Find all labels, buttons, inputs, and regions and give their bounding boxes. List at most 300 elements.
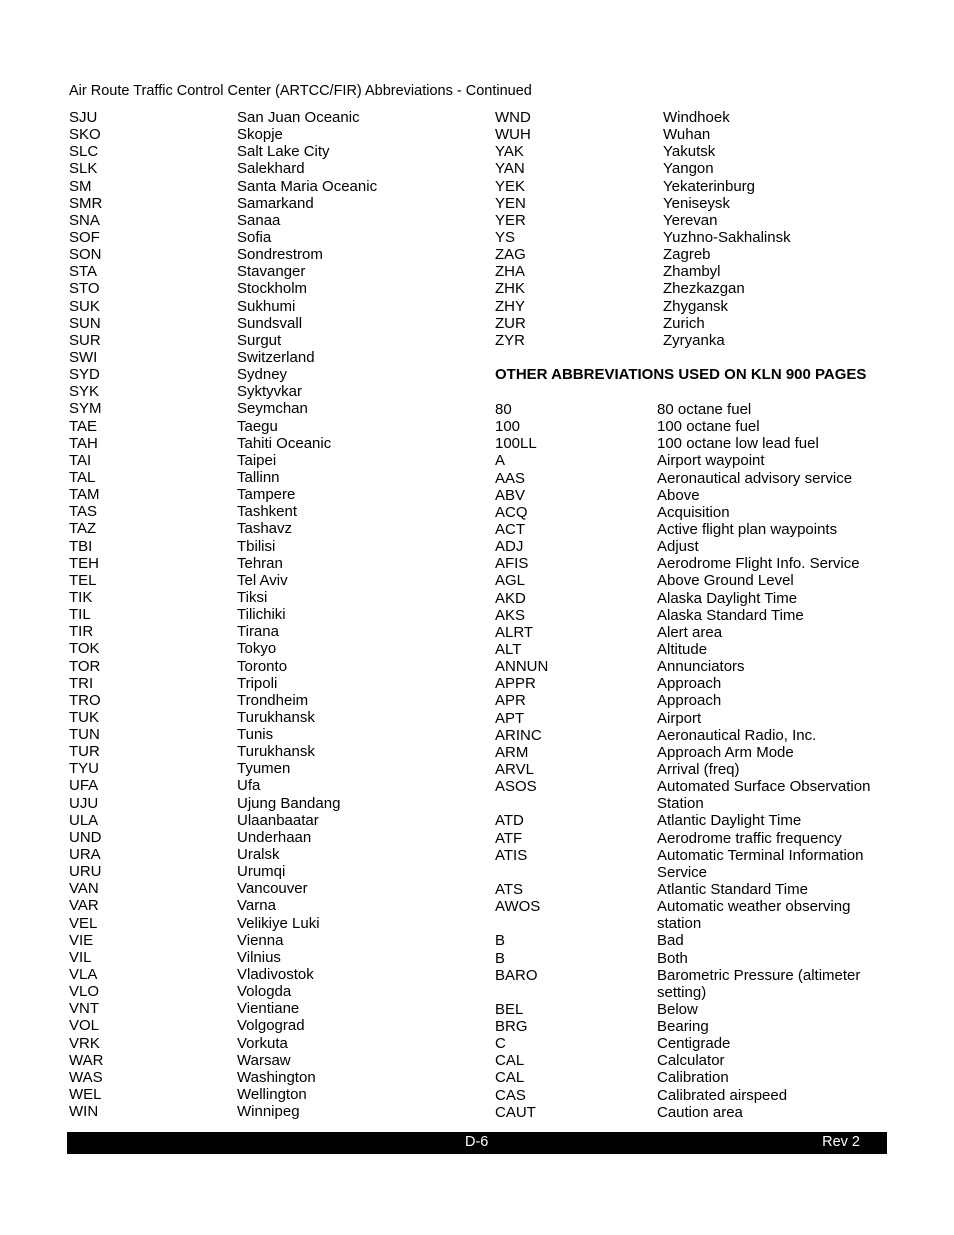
list-item (69, 863, 469, 880)
list-item (495, 795, 915, 812)
list-item (495, 984, 915, 1001)
list-item (69, 846, 469, 863)
abbreviation: TUK (69, 708, 99, 726)
abbreviation: VAR (69, 897, 99, 915)
meaning: Vologda (237, 983, 292, 1001)
abbreviation: TAE (69, 417, 98, 435)
meaning: Taipei (237, 451, 277, 469)
abbreviation: ATIS (495, 846, 528, 864)
meaning: Urumqi (237, 863, 286, 881)
list-item (69, 829, 469, 846)
page-footer (67, 1132, 887, 1154)
meaning: Alaska Daylight Time (657, 589, 798, 607)
abbreviation: TIL (69, 606, 91, 624)
list-item (69, 246, 469, 263)
abbreviation: TUN (69, 726, 100, 744)
meaning: Yekaterinburg (663, 177, 756, 195)
meaning: Yuzhno-Sakhalinsk (663, 228, 791, 246)
list-item (69, 726, 469, 743)
meaning: Automatic weather observing (657, 898, 851, 916)
meaning: Sofia (237, 228, 272, 246)
abbreviation: WIN (69, 1103, 99, 1121)
abbreviation: SLC (69, 143, 99, 161)
list-item (69, 949, 469, 966)
list-item (495, 607, 915, 624)
meaning: Turukhansk (237, 708, 315, 726)
list-item (69, 692, 469, 709)
list-item (495, 521, 915, 538)
list-item (495, 675, 915, 692)
list-item (495, 452, 915, 469)
abbreviation: SUK (69, 297, 100, 315)
meaning: Tbilisi (237, 537, 276, 555)
abbreviation: UFA (69, 777, 99, 795)
abbreviation: SM (69, 177, 92, 195)
abbreviation: ZHA (495, 263, 525, 281)
meaning: Taegu (237, 417, 278, 435)
abbreviation: B (495, 932, 506, 950)
abbreviation: 80 (495, 401, 512, 418)
list-item (495, 624, 915, 641)
list-item (495, 710, 915, 727)
meaning: Tahiti Oceanic (237, 434, 332, 452)
meaning: Yerevan (663, 211, 718, 229)
meaning: setting) (657, 983, 707, 1001)
meaning: Wellington (237, 1086, 307, 1104)
abbreviation: AKS (495, 606, 526, 624)
meaning: Atlantic Standard Time (657, 880, 808, 898)
list-item (495, 263, 915, 280)
list-item (69, 812, 469, 829)
abbreviation: VOL (69, 1017, 100, 1035)
abbreviation: VEL (69, 914, 98, 932)
list-item (69, 349, 469, 366)
meaning: Arrival (freq) (657, 760, 740, 778)
list-item (495, 898, 915, 915)
meaning: Skopje (237, 126, 283, 144)
abbreviation: WUH (495, 126, 531, 144)
meaning: Tripoli (237, 674, 278, 692)
meaning: Bearing (657, 1018, 709, 1036)
meaning: Salt Lake City (237, 143, 330, 161)
meaning: Approach Arm Mode (657, 743, 794, 761)
list-item (69, 366, 469, 383)
meaning: San Juan Oceanic (237, 109, 360, 126)
abbreviation: TIR (69, 623, 94, 641)
meaning: Ulaanbaatar (237, 811, 319, 829)
list-item (495, 932, 915, 949)
meaning: Airport (657, 709, 702, 727)
meaning: Sundsvall (237, 314, 303, 332)
list-item (69, 229, 469, 246)
meaning: Turukhansk (237, 743, 315, 761)
list-item (69, 983, 469, 1000)
abbreviation: ZAG (495, 246, 526, 264)
meaning: Winnipeg (237, 1103, 300, 1121)
meaning: Aerodrome Flight Info. Service (657, 555, 860, 573)
meaning: Approach (657, 675, 722, 693)
list-item (495, 915, 915, 932)
abbreviation: ZHY (495, 297, 525, 315)
abbreviation: STA (69, 263, 98, 281)
abbreviation: TAZ (69, 520, 97, 538)
abbreviation: YEK (495, 177, 526, 195)
abbreviation: UND (69, 828, 102, 846)
abbreviation: VAN (69, 880, 99, 898)
meaning: Samarkand (237, 194, 314, 212)
abbreviation: SUR (69, 331, 101, 349)
abbreviation: WEL (69, 1086, 102, 1104)
meaning: Volgograd (237, 1017, 305, 1035)
list-item (69, 572, 469, 589)
meaning: Annunciators (657, 658, 745, 676)
abbreviation: SYM (69, 400, 102, 418)
abbreviation: SLK (69, 160, 98, 178)
list-item (495, 435, 915, 452)
meaning: Tilichiki (237, 606, 286, 624)
abbreviation: YAN (495, 160, 525, 178)
page-number: D-6 (465, 1134, 489, 1150)
meaning: Barometric Pressure (altimeter (657, 966, 861, 984)
meaning: Altitude (657, 640, 708, 658)
list-item (495, 332, 915, 349)
abbreviation: 100 (495, 418, 521, 436)
abbreviation: ARINC (495, 726, 542, 744)
abbreviation: ACT (495, 520, 525, 538)
list-item (495, 847, 915, 864)
list-item (69, 298, 469, 315)
meaning: Tirana (237, 623, 279, 641)
meaning: Zhezkazgan (663, 280, 745, 298)
list-item (69, 640, 469, 657)
list-item (495, 555, 915, 572)
meaning: Tokyo (237, 640, 277, 658)
abbreviation: TRO (69, 691, 101, 709)
meaning: Washington (237, 1068, 316, 1086)
meaning: Airport waypoint (657, 452, 765, 470)
abbreviation: B (495, 949, 506, 967)
meaning: Tashkent (237, 503, 298, 521)
meaning: Both (657, 949, 688, 967)
abbreviation: YS (495, 228, 516, 246)
meaning: Calibration (657, 1069, 729, 1087)
abbreviation: SJU (69, 109, 98, 126)
abbreviation: WAR (69, 1051, 104, 1069)
abbreviation: ATF (495, 829, 523, 847)
list-item (69, 1035, 469, 1052)
list-item (69, 795, 469, 812)
meaning: Automated Surface Observation (657, 778, 871, 796)
meaning: Vilnius (237, 948, 281, 966)
abbreviation: SUN (69, 314, 101, 332)
meaning: Alert area (657, 623, 723, 641)
list-item (495, 778, 915, 795)
abbreviation: ACQ (495, 503, 528, 521)
list-item (69, 520, 469, 537)
meaning: Above Ground Level (657, 572, 794, 590)
list-item (495, 229, 915, 246)
abbreviation: ANNUN (495, 658, 549, 676)
abbreviation: CAL (495, 1069, 525, 1087)
list-item (495, 1069, 915, 1086)
abbreviation: ALT (495, 640, 522, 658)
abbreviation: VIE (69, 931, 94, 949)
list-item (69, 435, 469, 452)
abbreviation: CAUT (495, 1103, 536, 1121)
list-item (69, 1086, 469, 1103)
list-item (69, 623, 469, 640)
list-item (69, 1000, 469, 1017)
abbreviation: YAK (495, 143, 524, 161)
list-item (495, 1087, 915, 1104)
list-item (495, 864, 915, 881)
abbreviation: YER (495, 211, 526, 229)
abbreviation: TRI (69, 674, 94, 692)
list-item (69, 606, 469, 623)
list-item (495, 109, 915, 126)
meaning: Vientiane (237, 1000, 300, 1018)
list-item (495, 298, 915, 315)
list-item (69, 195, 469, 212)
list-item (69, 538, 469, 555)
meaning: Calibrated airspeed (657, 1086, 788, 1104)
abbreviation: AGL (495, 572, 526, 590)
abbreviation: TEL (69, 571, 97, 589)
list-item (495, 692, 915, 709)
abbreviation: TYU (69, 760, 99, 778)
abbreviation: TAL (69, 468, 96, 486)
list-item (495, 1104, 915, 1121)
meaning: Active flight plan waypoints (657, 520, 838, 538)
meaning: Toronto (237, 657, 288, 675)
list-item (495, 1035, 915, 1052)
abbreviation: ZHK (495, 280, 525, 298)
meaning: Below (657, 1000, 698, 1018)
abbreviation: 100LL (495, 435, 537, 453)
abbreviation: VNT (69, 1000, 99, 1018)
abbreviation: TIK (69, 588, 93, 606)
meaning: Above (657, 486, 700, 504)
meaning: Atlantic Daylight Time (657, 812, 802, 830)
meaning: Yangon (663, 160, 714, 178)
list-item (69, 263, 469, 280)
abbreviation: TAS (69, 503, 98, 521)
meaning: 100 octane low lead fuel (657, 435, 819, 453)
list-item (495, 280, 915, 297)
meaning: Station (657, 795, 704, 813)
abbreviation: TEH (69, 554, 99, 572)
list-item (495, 195, 915, 212)
list-item (495, 487, 915, 504)
page-header: Air Route Traffic Control Center (ARTCC/FIR) Abbreviations - Continued (69, 83, 532, 99)
meaning: Tallinn (237, 468, 280, 486)
list-item (69, 675, 469, 692)
list-item (495, 812, 915, 829)
list-item (69, 212, 469, 229)
abbreviation: VIL (69, 948, 92, 966)
list-item (495, 504, 915, 521)
list-item (495, 246, 915, 263)
list-item (69, 555, 469, 572)
list-item (495, 881, 915, 898)
abbreviation: A (495, 452, 506, 470)
meaning: Stockholm (237, 280, 308, 298)
meaning: Santa Maria Oceanic (237, 177, 378, 195)
list-item (495, 590, 915, 607)
abbreviation: CAL (495, 1052, 525, 1070)
abbreviation: VLO (69, 983, 100, 1001)
meaning: Aeronautical Radio, Inc. (657, 726, 817, 744)
abbreviation: AKD (495, 589, 526, 607)
abbreviation: UJU (69, 794, 99, 812)
abbreviation: AFIS (495, 555, 529, 573)
abbreviation: URU (69, 863, 102, 881)
abbreviation: AAS (495, 469, 526, 487)
meaning: Tyumen (237, 760, 291, 778)
list-item (69, 777, 469, 794)
list-item (69, 1103, 469, 1120)
meaning: Alaska Standard Time (657, 606, 804, 624)
meaning: Switzerland (237, 348, 315, 366)
meaning: Zyryanka (663, 331, 725, 349)
list-item (69, 966, 469, 983)
abbreviation: SYD (69, 366, 100, 384)
meaning: Yakutsk (663, 143, 716, 161)
meaning: Sondrestrom (237, 246, 323, 264)
section-title: OTHER ABBREVIATIONS USED ON KLN 900 PAGES (495, 366, 867, 383)
list-item (69, 932, 469, 949)
abbreviation: BARO (495, 966, 538, 984)
list-item (69, 1017, 469, 1034)
abbreviation: ALRT (495, 623, 534, 641)
list-item (69, 383, 469, 400)
list-item (69, 1069, 469, 1086)
abbreviation: ADJ (495, 538, 524, 556)
abbreviation: ULA (69, 811, 99, 829)
abbreviation: ARVL (495, 760, 534, 778)
meaning: Sanaa (237, 211, 281, 229)
meaning: Zhambyl (663, 263, 721, 281)
meaning: Vorkuta (237, 1034, 288, 1052)
list-item (495, 967, 915, 984)
meaning: Bad (657, 932, 684, 950)
abbreviation: SOF (69, 228, 100, 246)
meaning: 100 octane fuel (657, 418, 760, 436)
list-item (69, 160, 469, 177)
list-item (495, 212, 915, 229)
list-item (495, 160, 915, 177)
meaning: Zhygansk (663, 297, 729, 315)
meaning: Underhaan (237, 828, 312, 846)
abbreviation: APPR (495, 675, 536, 693)
meaning: Tel Aviv (237, 571, 288, 589)
meaning: 80 octane fuel (657, 401, 752, 418)
meaning: Vienna (237, 931, 284, 949)
meaning: Syktyvkar (237, 383, 303, 401)
abbreviation: AWOS (495, 898, 541, 916)
meaning: Stavanger (237, 263, 306, 281)
meaning: Tampere (237, 486, 296, 504)
list-item (495, 830, 915, 847)
abbreviation: TBI (69, 537, 93, 555)
meaning: Windhoek (663, 109, 730, 126)
meaning: Tiksi (237, 588, 268, 606)
list-item (69, 743, 469, 760)
list-item (69, 143, 469, 160)
list-item (69, 589, 469, 606)
list-item (495, 178, 915, 195)
meaning: Automatic Terminal Information (657, 846, 864, 864)
list-item (495, 641, 915, 658)
list-item (69, 452, 469, 469)
list-item (495, 401, 915, 418)
abbreviation: TUR (69, 743, 100, 761)
meaning: Service (657, 863, 708, 881)
list-item (69, 109, 469, 126)
abbreviation: APT (495, 709, 525, 727)
list-item (495, 538, 915, 555)
meaning: Tehran (237, 554, 283, 572)
meaning: Aeronautical advisory service (657, 469, 853, 487)
list-item (69, 418, 469, 435)
meaning: Sydney (237, 366, 288, 384)
abbreviation: APR (495, 692, 526, 710)
list-item (495, 1018, 915, 1035)
meaning: Warsaw (237, 1051, 291, 1069)
meaning: Vancouver (237, 880, 308, 898)
meaning: Tunis (237, 726, 274, 744)
meaning: Salekhard (237, 160, 305, 178)
meaning: Varna (237, 897, 276, 915)
abbreviation: SKO (69, 126, 101, 144)
list-item (69, 1052, 469, 1069)
list-item (495, 126, 915, 143)
list-item (495, 143, 915, 160)
abbreviation: ABV (495, 486, 526, 504)
abbreviation: BEL (495, 1000, 524, 1018)
abbreviation: SWI (69, 348, 98, 366)
abbreviation: SYK (69, 383, 100, 401)
abbreviation: BRG (495, 1018, 528, 1036)
list-item (69, 315, 469, 332)
abbreviation: TAI (69, 451, 92, 469)
list-item (495, 658, 915, 675)
list-item (69, 709, 469, 726)
meaning: Ufa (237, 777, 261, 795)
abbreviation: ZUR (495, 314, 526, 332)
abbreviation: SON (69, 246, 102, 264)
list-item (69, 503, 469, 520)
meaning: Caution area (657, 1103, 743, 1121)
meaning: Centigrade (657, 1035, 731, 1053)
list-item (495, 744, 915, 761)
meaning: Acquisition (657, 503, 730, 521)
meaning: Uralsk (237, 846, 280, 864)
list-item (495, 418, 915, 435)
abbreviation: VRK (69, 1034, 100, 1052)
abbreviation: YEN (495, 194, 526, 212)
abbreviation: WAS (69, 1068, 103, 1086)
meaning: station (657, 915, 702, 933)
other-abbreviations-list (495, 401, 915, 1121)
abbreviation: ARM (495, 743, 529, 761)
meaning: Vladivostok (237, 966, 314, 984)
abbreviation: TOR (69, 657, 101, 675)
meaning: Trondheim (237, 691, 309, 709)
meaning: Zagreb (663, 246, 711, 264)
list-item (495, 727, 915, 744)
abbreviation: ZYR (495, 331, 525, 349)
